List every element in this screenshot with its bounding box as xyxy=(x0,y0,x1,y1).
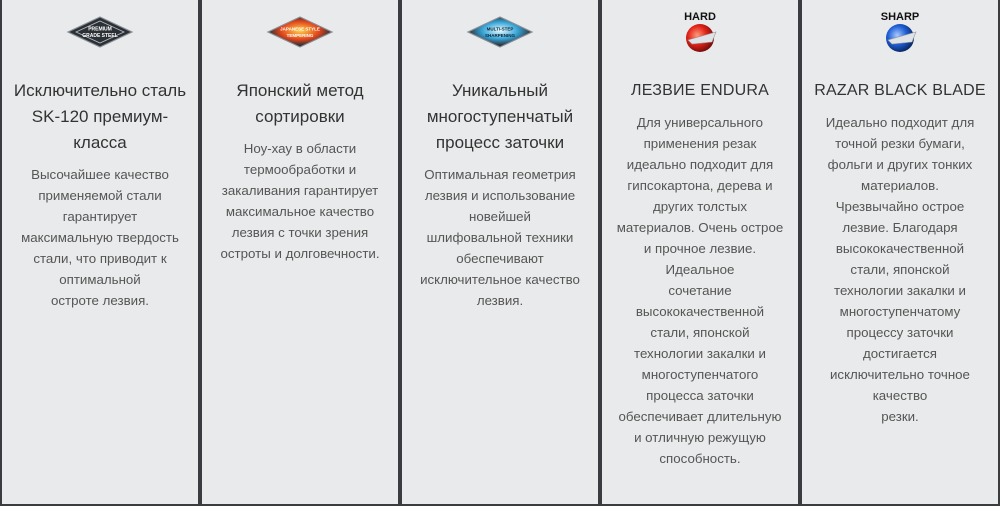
svg-text:HARD: HARD xyxy=(684,11,716,23)
svg-text:TEMPERING: TEMPERING xyxy=(286,33,314,38)
svg-text:JAPANESE STYLE: JAPANESE STYLE xyxy=(280,26,320,32)
hard-blade-badge-icon xyxy=(660,12,740,52)
card-description: Оптимальная геометрия лезвия и использование новейшей шлифовальной техники обеспечивают исключительное качество лезвия. xyxy=(420,167,580,308)
card-description: Высочайшее качество применяемой стали гарантирует максимальную твердость стали, что приводит к оптимальной остроте лезвия. xyxy=(21,167,179,308)
card-description: Для универсального применения резак идеально подходит для гипсокартона, дерева и других толстых материалов. Очень острое и прочное лезвие. Идеальное сочетание высококачественной стали, японской технологии закалки и многоступенчатого процесса заточки обеспечивает длительную и отличную режущую способность. xyxy=(616,115,784,466)
card-title: ЛЕЗВИЕ ENDURA xyxy=(631,82,769,99)
svg-text:PREMIUM: PREMIUM xyxy=(88,26,112,33)
feature-card-black-blade xyxy=(802,0,998,504)
card-description: Идеально подходит для точной резки бумаги, фольги и других тонких материалов. Чрезвычайно острое лезвие. Благодаря высококачественной стали, японской технологии закалки и многоступенчатому процессу заточки достигается исключительно точное качество резки. xyxy=(825,115,975,424)
svg-text:SHARPENING: SHARPENING xyxy=(484,33,516,38)
multistep-sharpening-badge-icon xyxy=(460,12,540,52)
japanese-tempering-badge-icon xyxy=(260,12,340,52)
svg-text:GRADE STEEL: GRADE STEEL xyxy=(82,33,118,39)
card-description: Ноу-хау в области термообработки и закаливания гарантирует максимальное качество лезвия с точки зрения остроты и долговечности. xyxy=(220,141,380,261)
feature-card-tempering xyxy=(202,0,398,504)
card-title: Уникальный многоступенчатый процесс заточки xyxy=(426,81,574,152)
sharp-blade-badge-icon xyxy=(860,12,940,52)
svg-text:SHARP: SHARP xyxy=(880,11,920,23)
card-title: Японский метод сортировки xyxy=(236,81,364,126)
feature-card-endura xyxy=(602,0,798,504)
card-title: RAZAR BLACK BLADE xyxy=(814,82,986,99)
card-title: Исключительно сталь SK-120 премиум- класса xyxy=(13,81,187,152)
svg-text:MULTI-STEP: MULTI-STEP xyxy=(486,26,514,32)
feature-card-steel xyxy=(2,0,198,504)
premium-steel-badge-icon xyxy=(60,12,140,52)
feature-card-sharpening xyxy=(402,0,598,504)
